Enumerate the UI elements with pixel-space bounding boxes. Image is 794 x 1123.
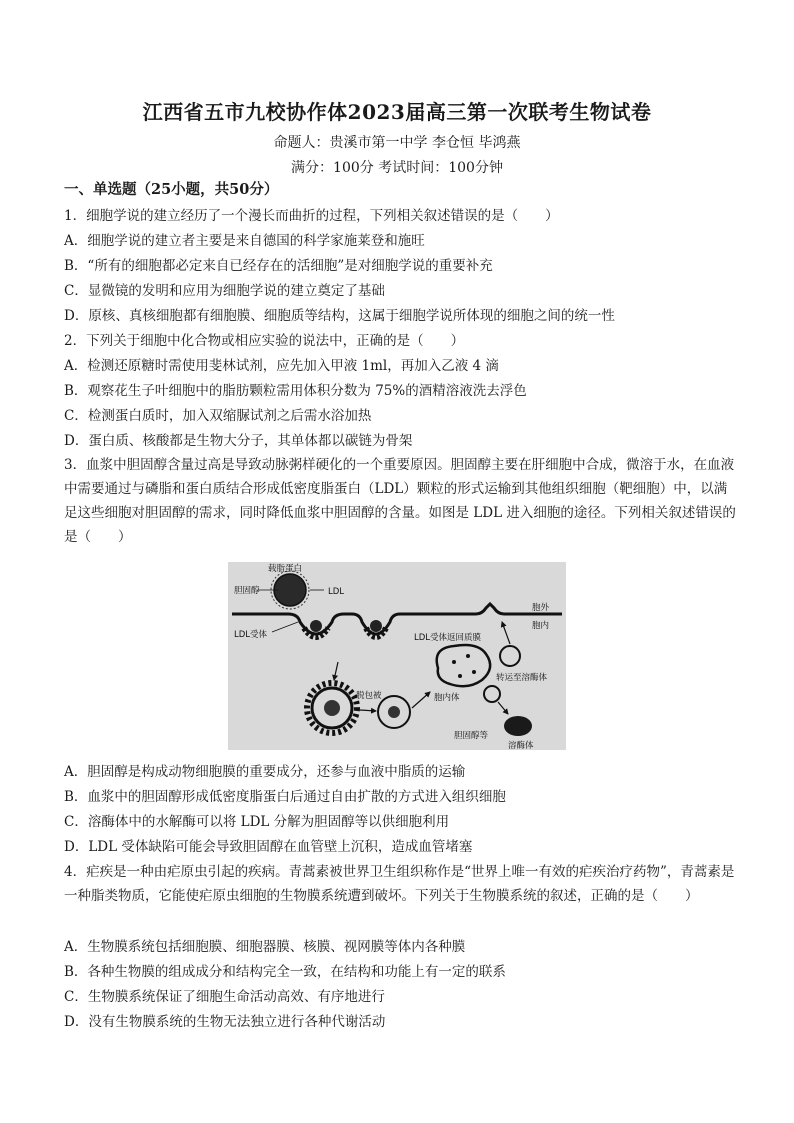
q4-option-c: C．生物膜系统保证了细胞生命活动高效、有序地进行 — [64, 989, 385, 1005]
ldl-particle — [274, 574, 306, 606]
q2-option-d: D．蛋白质、核酸都是生物大分子，其单体都以碳链为骨架 — [64, 433, 413, 449]
q1-stem: 1．细胞学说的建立经历了一个漫长而曲折的过程，下列相关叙述错误的是（ ） — [64, 208, 559, 224]
endosome — [437, 645, 490, 686]
q2-option-b: B．观察花生子叶细胞中的脂肪颗粒需用体积分数为 75%的酒精溶液洗去浮色 — [64, 383, 527, 399]
q3-stem: 3．血浆中胆固醇含量过高是导致动脉粥样硬化的一个重要原因。胆固醇主要在肝细胞中合成，微溶于水，在血液中需要通过与磷脂和蛋白质结合形成低密度脂蛋白（LDL）颗粒的形式运输到其他组织细胞（靶细胞）中，以满足这些细胞对胆固醇的需求，同时降低血浆中胆固醇的含量。如图是 LDL 进入细胞的途径。下列相关叙述错误的是（ ） — [64, 457, 736, 545]
q1-option-b: B．“所有的细胞都必定来自已经存在的活细胞”是对细胞学说的重要补充 — [64, 258, 493, 274]
exam-title: 江西省五市九校协作体2023届高三第一次联考生物试卷 — [142, 100, 652, 124]
label-lysosome: 溶酶体 — [508, 741, 534, 750]
q2-option-c: C．检测蛋白质时，加入双缩脲试剂之后需水浴加热 — [64, 408, 372, 424]
q1-option-a: A．细胞学说的建立者主要是来自德国的科学家施莱登和施旺 — [64, 233, 425, 249]
q3-option-d: D．LDL 受体缺陷可能会导致胆固醇在血管壁上沉积，造成血管堵塞 — [64, 839, 473, 855]
q2-option-a: A．检测还原糖时需使用斐林试剂，应先加入甲液 1ml，再加入乙液 4 滴 — [64, 358, 499, 374]
label-uncoating: 脱包被 — [356, 691, 382, 701]
ldl-pathway-diagram — [228, 562, 566, 750]
q1-option-c: C．显微镜的发明和应用为细胞学说的建立奠定了基础 — [64, 283, 385, 299]
label-endosome: 胞内体 — [434, 693, 460, 703]
q3-option-b: B．血浆中的胆固醇形成低密度脂蛋白后通过自由扩散的方式进入组织细胞 — [64, 789, 506, 805]
label-cholesterol-etc: 胆固醇等 — [454, 731, 489, 741]
label-receptor-return: LDL受体返回质膜 — [414, 633, 482, 643]
label-cholesterol: 胆固醇 — [234, 586, 260, 596]
label-ldl-receptor: LDL受体 — [234, 630, 268, 640]
section-heading: 一、单选题（25小题，共50分） — [64, 181, 279, 198]
q3-option-a: A．胆固醇是构成动物细胞膜的重要成分，还参与血液中脂质的运输 — [64, 764, 466, 780]
ldl-pathway-figure — [228, 562, 566, 750]
q4-stem: 4．疟疾是一种由疟原虫引起的疾病。青蒿素被世界卫生组织称作是“世界上唯一有效的疟疾治疗药物”，青蒿素是一种脂类物质，它能使疟原虫细胞的生物膜系统遭到破坏。下列关于生物膜系统的叙述，正确的是（ ） — [64, 864, 735, 904]
label-inside: 胞内 — [532, 621, 550, 631]
label-to-lysosome: 转运至溶酶体 — [496, 673, 548, 683]
q4-option-d: D．没有生物膜系统的生物无法独立进行各种代谢活动 — [64, 1014, 386, 1030]
author-line: 命题人：贵溪市第一中学 李仓恒 毕鸿燕 — [273, 135, 521, 151]
label-apolipoprotein: 载脂蛋白 — [268, 564, 303, 574]
return-vesicle — [500, 646, 520, 666]
q2-stem: 2．下列关于细胞中化合物或相应实验的说法中，正确的是（ ） — [64, 333, 465, 349]
q3-option-c: C．溶酶体中的水解酶可以将 LDL 分解为胆固醇等以供细胞利用 — [64, 814, 450, 830]
label-outside: 胞外 — [532, 603, 550, 613]
score-line: 满分：100分 考试时间：100分钟 — [291, 160, 503, 176]
lysosome — [504, 716, 532, 736]
plasma-membrane — [232, 604, 562, 634]
q1-option-d: D．原核、真核细胞都有细胞膜、细胞质等结构，这属于细胞学说所体现的细胞之间的统一性 — [64, 308, 615, 324]
q4-option-b: B．各种生物膜的组成成分和结构完全一致，在结构和功能上有一定的联系 — [64, 964, 506, 980]
label-ldl: LDL — [328, 587, 345, 597]
q4-option-a: A．生物膜系统包括细胞膜、细胞器膜、核膜、视网膜等体内各种膜 — [64, 939, 466, 955]
